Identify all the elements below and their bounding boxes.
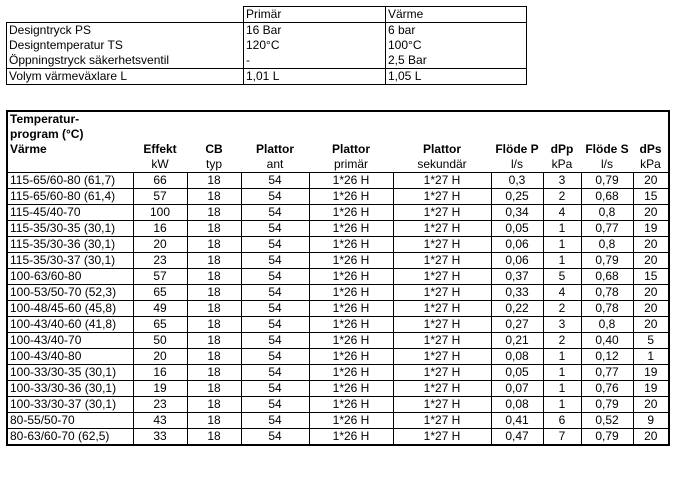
unit-plattor-sekundar: sekundär (393, 157, 491, 173)
plattor-ant-cell: 54 (241, 413, 309, 429)
flode-s-cell: 0,78 (581, 285, 633, 301)
unit-dpp: kPa (543, 157, 581, 173)
dps-cell: 5 (633, 333, 669, 349)
effekt-cell: 19 (133, 381, 187, 397)
col-header-plattor-ant: Plattor (255, 142, 294, 156)
plattor-primar-cell: 1*26 H (309, 221, 393, 237)
dpp-cell: 1 (543, 221, 581, 237)
flode-p-cell: 0,25 (491, 189, 543, 205)
flode-p-cell: 0,05 (491, 365, 543, 381)
plattor-primar-cell: 1*26 H (309, 269, 393, 285)
plattor-primar-cell: 1*26 H (309, 189, 393, 205)
table-row (7, 253, 669, 269)
dpp-cell: 1 (543, 381, 581, 397)
unit-cb: typ (187, 157, 241, 173)
effekt-cell: 20 (133, 349, 187, 365)
table-row (7, 381, 669, 397)
plattor-ant-cell: 54 (241, 397, 309, 413)
dps-cell: 19 (633, 381, 669, 397)
plattor-sekundar-cell: 1*27 H (393, 285, 491, 301)
temperature-program-cell: 100-33/30-36 (30,1) (7, 381, 133, 397)
cb-typ-cell: 18 (187, 189, 241, 205)
primar-value: 16 Bar (244, 23, 386, 39)
dpp-cell: 1 (543, 397, 581, 413)
table-row (7, 221, 669, 237)
unit-flode-p: l/s (491, 157, 543, 173)
plattor-sekundar-cell: 1*27 H (393, 173, 491, 189)
plattor-ant-cell: 54 (241, 205, 309, 221)
row-label: Volym värmeväxlare L (7, 69, 244, 85)
dps-cell: 20 (633, 205, 669, 221)
dps-cell: 20 (644, 173, 658, 187)
dps-cell: 15 (633, 189, 669, 205)
effekt-cell: 66 (133, 173, 187, 189)
flode-s-cell: 0,8 (581, 205, 633, 221)
plattor-sekundar-cell: 1*27 H (393, 269, 491, 285)
plattor-sekundar-cell: 1*27 H (393, 301, 491, 317)
flode-s-cell: 0,8 (581, 237, 633, 253)
row-label: Designtryck PS (7, 23, 244, 39)
effekt-cell: 65 (133, 285, 187, 301)
plattor-sekundar-cell: 1*27 H (393, 237, 491, 253)
cb-typ-cell: 18 (187, 429, 241, 446)
table-row (7, 189, 669, 205)
flode-p-cell: 0,08 (491, 397, 543, 413)
header-varme: Värme (10, 142, 47, 156)
plattor-sekundar-cell: 1*27 H (393, 189, 491, 205)
temperature-program-cell: 115-35/30-37 (30,1) (7, 253, 133, 269)
plattor-sekundar-cell: 1*27 H (393, 413, 491, 429)
dpp-cell: 1 (543, 365, 581, 381)
varme-value: 6 bar (386, 23, 527, 39)
dpp-cell: 3 (543, 173, 581, 189)
col-header-varme: Värme (386, 7, 527, 23)
table-row (7, 53, 527, 69)
unit-flode-s: l/s (581, 157, 633, 173)
flode-s-cell: 0,79 (581, 253, 633, 269)
dps-cell: 20 (633, 429, 669, 446)
cb-typ-cell: 18 (187, 413, 241, 429)
varme-value: 1,05 L (386, 69, 527, 85)
flode-s-cell: 0,12 (581, 349, 633, 365)
cb-typ-cell: 18 (187, 221, 241, 237)
plattor-primar-cell: 1*26 H (309, 429, 393, 446)
flode-p-cell: 0,05 (491, 221, 543, 237)
flode-p-cell: 0,37 (491, 269, 543, 285)
plattor-primar-cell: 1*26 H (309, 253, 393, 269)
table-row (7, 365, 669, 381)
plattor-ant-cell: 54 (241, 285, 309, 301)
dps-cell: 20 (633, 317, 669, 333)
plattor-primar-cell: 1*26 H (309, 381, 393, 397)
plattor-ant-cell: 54 (241, 269, 309, 285)
cb-typ-cell: 18 (187, 365, 241, 381)
col-header-plattor-sekundar: Plattor (422, 142, 461, 156)
effekt-cell: 57 (133, 269, 187, 285)
flode-s-cell: 0,77 (581, 221, 633, 237)
plattor-primar-cell: 1*26 H (309, 333, 393, 349)
flode-s-cell: 0,79 (581, 429, 633, 446)
plattor-sekundar-cell: 1*27 H (393, 397, 491, 413)
cb-typ-cell: 18 (187, 397, 241, 413)
varme-value: 2,5 Bar (386, 53, 527, 69)
flode-p-cell: 0,06 (491, 253, 543, 269)
col-header-flode-p: Flöde P (495, 142, 539, 156)
design-parameters-table (6, 6, 527, 85)
flode-p-cell: 0,34 (491, 205, 543, 221)
flode-p-cell: 0,41 (491, 413, 543, 429)
flode-s-cell: 0,68 (581, 189, 633, 205)
plattor-sekundar-cell: 1*27 H (393, 365, 491, 381)
plattor-ant-cell: 54 (241, 189, 309, 205)
cb-typ-cell: 18 (187, 269, 241, 285)
effekt-cell: 20 (133, 237, 187, 253)
flode-p-cell: 0,22 (491, 301, 543, 317)
col-header-plattor-primar: Plattor (331, 142, 370, 156)
primar-value: 120°C (244, 38, 386, 53)
flode-s-cell: 0,8 (581, 317, 633, 333)
dps-cell: 19 (633, 365, 669, 381)
temperature-program-cell: 115-65/60-80 (61,4) (7, 189, 133, 205)
table-row (7, 349, 669, 365)
cb-typ-cell: 18 (187, 237, 241, 253)
table-row (7, 237, 669, 253)
plattor-sekundar-cell: 1*27 H (393, 381, 491, 397)
table-row (7, 38, 527, 53)
temperature-program-cell: 100-53/50-70 (52,3) (7, 285, 133, 301)
effekt-cell: 50 (133, 333, 187, 349)
plattor-primar-cell: 1*26 H (309, 205, 393, 221)
plattor-primar-cell: 1*26 H (309, 285, 393, 301)
dpp-cell: 5 (543, 269, 581, 285)
table-row (7, 301, 669, 317)
cb-typ-cell: 18 (187, 317, 241, 333)
cb-typ-cell: 18 (187, 173, 241, 189)
plattor-primar-cell: 1*26 H (309, 349, 393, 365)
flode-s-cell: 0,79 (581, 173, 633, 189)
primar-value: 1,01 L (244, 69, 386, 85)
plattor-ant-cell: 54 (241, 349, 309, 365)
table-row (7, 429, 669, 446)
col-header-effekt: Effekt (143, 142, 177, 156)
table-row (7, 413, 669, 429)
effekt-cell: 43 (133, 413, 187, 429)
unit-effekt: kW (133, 157, 187, 173)
flode-p-cell: 0,08 (491, 349, 543, 365)
plattor-primar-cell: 1*26 H (309, 317, 393, 333)
varme-value: 100°C (386, 38, 527, 53)
temperature-program-cell: 100-33/30-35 (30,1) (7, 365, 133, 381)
dps-cell: 9 (633, 413, 669, 429)
flode-p-cell: 0,06 (491, 237, 543, 253)
temperature-program-cell: 100-43/40-60 (41,8) (7, 317, 133, 333)
flode-s-cell: 0,52 (581, 413, 633, 429)
table-row (7, 173, 669, 189)
dpp-cell: 3 (543, 317, 581, 333)
dpp-cell: 2 (543, 189, 581, 205)
dps-cell: 19 (633, 221, 669, 237)
temperature-program-cell: 115-35/30-35 (30,1) (7, 221, 133, 237)
temperature-program-cell: 80-55/50-70 (7, 413, 133, 429)
plattor-primar-cell: 1*26 H (309, 413, 393, 429)
temperature-program-cell: 115-35/30-36 (30,1) (7, 237, 133, 253)
col-header-dpp: dPp (550, 142, 574, 156)
temperature-program-cell: 100-43/40-80 (7, 349, 133, 365)
dps-cell: 20 (633, 253, 669, 269)
flode-s-cell: 0,68 (581, 269, 633, 285)
dps-cell: 15 (633, 269, 669, 285)
flode-s-cell: 0,79 (581, 397, 633, 413)
flode-p-cell: 0,27 (491, 317, 543, 333)
header-program: program (°C) (10, 127, 84, 141)
dpp-cell: 2 (543, 333, 581, 349)
dps-cell: 20 (633, 237, 669, 253)
cb-typ-cell: 18 (187, 381, 241, 397)
flode-s-cell: 0,78 (581, 301, 633, 317)
cb-typ-cell: 18 (187, 253, 241, 269)
temperature-program-cell: 80-63/60-70 (62,5) (7, 429, 133, 446)
plattor-ant-cell: 54 (241, 381, 309, 397)
plattor-primar-cell: 1*26 H (309, 397, 393, 413)
col-header-dps: dPs (639, 142, 662, 156)
plattor-ant-cell: 54 (241, 301, 309, 317)
dps-cell: 1 (633, 349, 669, 365)
plattor-ant-cell: 54 (241, 253, 309, 269)
effekt-cell: 23 (133, 397, 187, 413)
cb-typ-cell: 18 (187, 301, 241, 317)
plattor-primar-cell: 1*26 H (309, 301, 393, 317)
plattor-sekundar-cell: 1*27 H (393, 317, 491, 333)
cb-typ-cell: 18 (187, 285, 241, 301)
col-header-flode-s: Flöde S (585, 142, 629, 156)
effekt-cell: 23 (133, 253, 187, 269)
table-row (7, 333, 669, 349)
plattor-sekundar-cell: 1*27 H (393, 205, 491, 221)
plattor-ant-cell: 54 (241, 429, 309, 446)
dpp-cell: 1 (543, 349, 581, 365)
dpp-cell: 4 (543, 205, 581, 221)
col-header-cb: CB (205, 142, 223, 156)
dpp-cell: 1 (543, 237, 581, 253)
flode-s-cell: 0,76 (581, 381, 633, 397)
flode-s-cell: 0,77 (581, 365, 633, 381)
header-temperature: Temperatur- (10, 112, 80, 126)
plattor-sekundar-cell: 1*27 H (393, 221, 491, 237)
dps-cell: 20 (633, 301, 669, 317)
temperature-program-cell: 100-63/60-80 (7, 269, 133, 285)
effekt-cell: 65 (133, 317, 187, 333)
table-row (7, 23, 527, 39)
cb-typ-cell: 18 (187, 205, 241, 221)
unit-plattor-ant: ant (241, 157, 309, 173)
cb-typ-cell: 18 (187, 349, 241, 365)
plattor-ant-cell: 54 (241, 173, 309, 189)
flode-p-cell: 0,3 (491, 173, 543, 189)
temperature-program-cell: 115-45/40-70 (7, 205, 133, 221)
plattor-sekundar-cell: 1*27 H (393, 349, 491, 365)
row-label: Öppningstryck säkerhetsventil (7, 53, 244, 69)
plattor-ant-cell: 54 (241, 237, 309, 253)
plattor-ant-cell: 54 (241, 365, 309, 381)
plattor-ant-cell: 54 (241, 333, 309, 349)
dpp-cell: 1 (543, 253, 581, 269)
dpp-cell: 7 (543, 429, 581, 446)
effekt-cell: 16 (133, 221, 187, 237)
table-row (7, 317, 669, 333)
row-label: Designtemperatur TS (7, 38, 244, 53)
plattor-sekundar-cell: 1*27 H (393, 253, 491, 269)
flode-s-cell: 0,40 (581, 333, 633, 349)
flode-p-cell: 0,07 (491, 381, 543, 397)
plattor-sekundar-cell: 1*27 H (393, 429, 491, 446)
primar-value: - (244, 53, 386, 69)
effekt-cell: 57 (133, 189, 187, 205)
effekt-cell: 33 (133, 429, 187, 446)
plattor-primar-cell: 1*26 H (309, 365, 393, 381)
temperature-program-table (6, 110, 670, 446)
cb-typ-cell: 18 (187, 333, 241, 349)
dps-cell: 20 (633, 285, 669, 301)
flode-p-cell: 0,33 (491, 285, 543, 301)
effekt-cell: 100 (133, 205, 187, 221)
flode-p-cell: 0,21 (491, 333, 543, 349)
dpp-cell: 2 (543, 301, 581, 317)
plattor-ant-cell: 54 (241, 221, 309, 237)
col-header-primar: Primär (244, 7, 386, 23)
table-row (7, 285, 669, 301)
table-row (7, 269, 669, 285)
flode-p-cell: 0,47 (491, 429, 543, 446)
temperature-program-cell: 100-33/30-37 (30,1) (7, 397, 133, 413)
dpp-cell: 4 (543, 285, 581, 301)
effekt-cell: 16 (133, 365, 187, 381)
effekt-cell: 49 (133, 301, 187, 317)
plattor-primar-cell: 1*26 H (309, 173, 393, 189)
dpp-cell: 6 (543, 413, 581, 429)
unit-plattor-primar: primär (309, 157, 393, 173)
plattor-sekundar-cell: 1*27 H (393, 333, 491, 349)
unit-dps: kPa (633, 157, 669, 173)
table-row (7, 397, 669, 413)
table-row (7, 69, 527, 85)
plattor-primar-cell: 1*26 H (309, 237, 393, 253)
plattor-ant-cell: 54 (241, 317, 309, 333)
table-row (7, 205, 669, 221)
temperature-program-cell: 100-48/45-60 (45,8) (7, 301, 133, 317)
temperature-program-cell: 115-65/60-80 (61,7) (7, 173, 133, 189)
temperature-program-cell: 100-43/40-70 (7, 333, 133, 349)
dps-cell: 20 (633, 397, 669, 413)
